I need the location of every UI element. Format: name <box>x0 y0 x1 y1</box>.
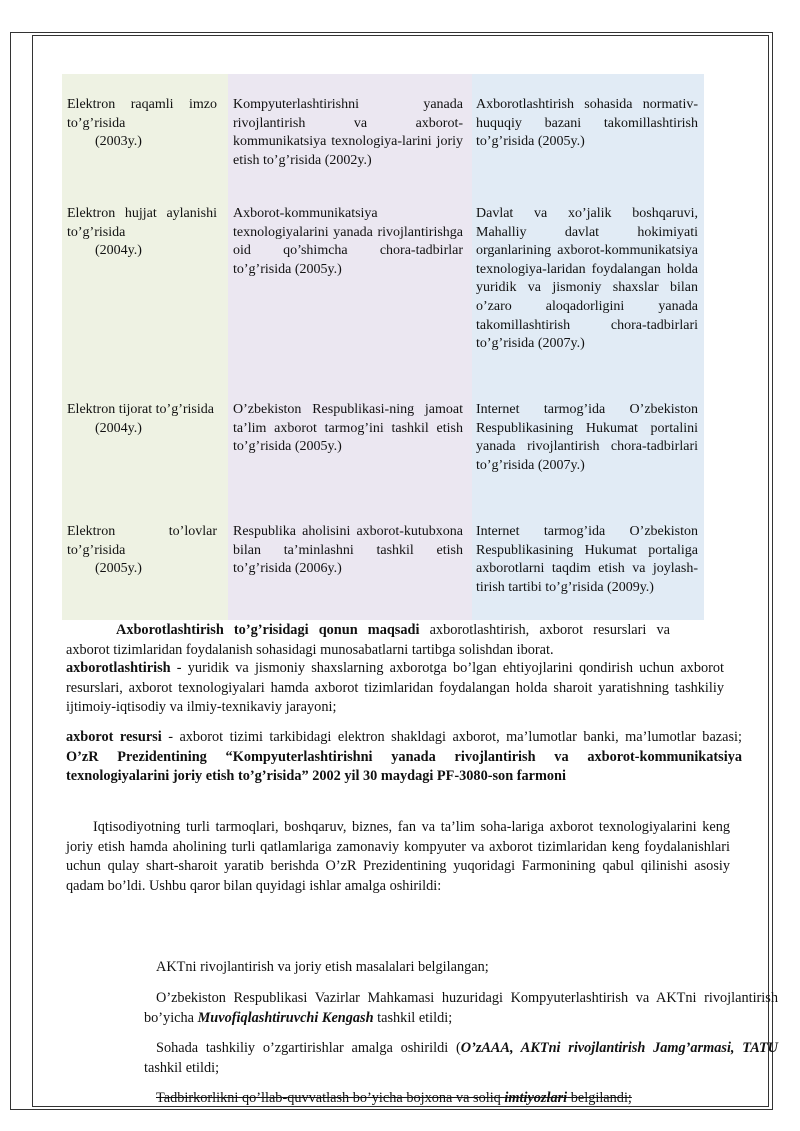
decree-cell: O’zbekiston Respublikasi-ning jamoat ta’lim axborot tarmog’ini tashkil etish to’g’risida (2005y.) <box>233 402 463 455</box>
list-item: AKTni rivojlantirish va joriy etish masalalari belgilangan; <box>156 959 489 975</box>
list-item: Tadbirkorlikni qo’llab-quvvatlash bo’yicha bojxona va soliq imtiyozlari belgilandi; <box>156 1090 632 1106</box>
law-cell: Elektron to’lovlar to’g’risida (2005y.) <box>67 524 217 577</box>
laws-table <box>62 74 704 620</box>
laws-column-government-resolutions <box>472 74 704 620</box>
laws-column-presidential-decrees <box>228 74 472 620</box>
law-purpose-paragraph: Axborotlashtirish to’g’risidagi qonun maqsadi axborotlashtirish, axborot resurslari va axborot tizimlaridan foydalanish sohasidagi munosabatlarni tartibga solishdan iborat. <box>66 622 671 658</box>
decree-impact-paragraph: Iqtisodiyotning turli tarmoqlari, boshqaruv, biznes, fan va ta’lim soha-lariga axborot texnologiyalarini keng joriy etish hamda aholining turli qatlamlariga zamonaviy kompyuter va axborot tizimlaridan keng foydalanishlari uchun qulay shart-sharoit yaratib berishda O’zR Prezidentining yuqoridagi Farmonining qabul qilinishi asosiy qadam bo’ldi. Ushbu qaror bilan quyidagi ishlar amalga oshirildi: <box>66 819 730 894</box>
decree-cell: Respublika aholisini axborot-kutubxona bilan ta’minlashni tashkil etish to’g’risida (2006y.) <box>233 524 463 577</box>
resolution-cell: Internet tarmog’ida O’zbekiston Respublikasining Hukumat portaliga axborotlarni taqdim etish va joylash-tirish tartibi to’g’risida (2009y.) <box>476 524 698 595</box>
list-item: Sohada tashkiliy o’zgartirishlar amalga oshirildi (O’zAAA, AKTni rivojlantirish Jamg’armasi, TATU tashkil etildi; <box>144 1040 778 1076</box>
list-item: O’zbekiston Respublikasi Vazirlar Mahkamasi huzuridagi Kompyuterlashtirish va AKTni rivojlantirish bo’yicha Muvofiqlashtiruvchi Kengash tashkil etildi; <box>144 990 778 1026</box>
definition-information-resource: axborot resursi - axborot tizimi tarkibidagi elektron shakldagi axborot, ma’lumotlar banki, ma’lumotlar bazasi; O’zR Prezidentining “Kompyuterlashtirishni yanada rivojlantirish va axborot-kommunikatsiya texnologiyalarini joriy etish to’g’risida” 2002 yil 30 maydagi PF-3080-son farmoni <box>66 729 742 785</box>
definition-informatization: axborotlashtirish - yuridik va jismoniy shaxslarning axborotga bo’lgan ehtiyojlarini qondirish uchun axborot resurslari, axborot texnologiyalari hamda axborot tizimlaridan foydalangan holda sharoit yaratishning tashkiliy ijtimoiy-iqtisodiy va ilmiy-texnikaviy jarayoni; <box>66 660 724 716</box>
law-cell: Elektron tijorat to’g’risida (2004y.) <box>67 402 214 436</box>
laws-column-laws <box>62 74 228 620</box>
law-cell: Elektron raqamli imzo to’g’risida (2003y.) <box>67 97 217 150</box>
resolution-cell: Davlat va xo’jalik boshqaruvi, Mahalliy davlat hokimiyati organlarining axborot-kommunikatsiya texnologiya-laridan foydalangan holda yuridik va jismoniy shaxslar bilan o’zaro aloqadorligini yanada takomillashtirish chora-tadbirlari to’g’risida (2007y.) <box>476 206 698 352</box>
resolution-cell: Internet tarmog’ida O’zbekiston Respublikasining Hukumat portalini yanada rivojlantirish chora-tadbirlari to’g’risida (2007y.) <box>476 402 698 473</box>
resolution-cell: Axborotlashtirish sohasida normativ-huquqiy bazani takomillashtirish to’g’risida (2005y.) <box>476 97 698 150</box>
decree-cell: Kompyuterlashtirishni yanada rivojlantirish va axborot-kommunikatsiya texnologiya-larini joriy etish to’g’risida (2002y.) <box>233 97 463 168</box>
law-cell: Elektron hujjat aylanishi to’g’risida (2004y.) <box>67 206 217 259</box>
decree-cell: Axborot-kommunikatsiya texnologiyalarini yanada rivojlantirishga oid qo’shimcha chora-tadbirlar to’g’risida (2005y.) <box>233 206 463 277</box>
